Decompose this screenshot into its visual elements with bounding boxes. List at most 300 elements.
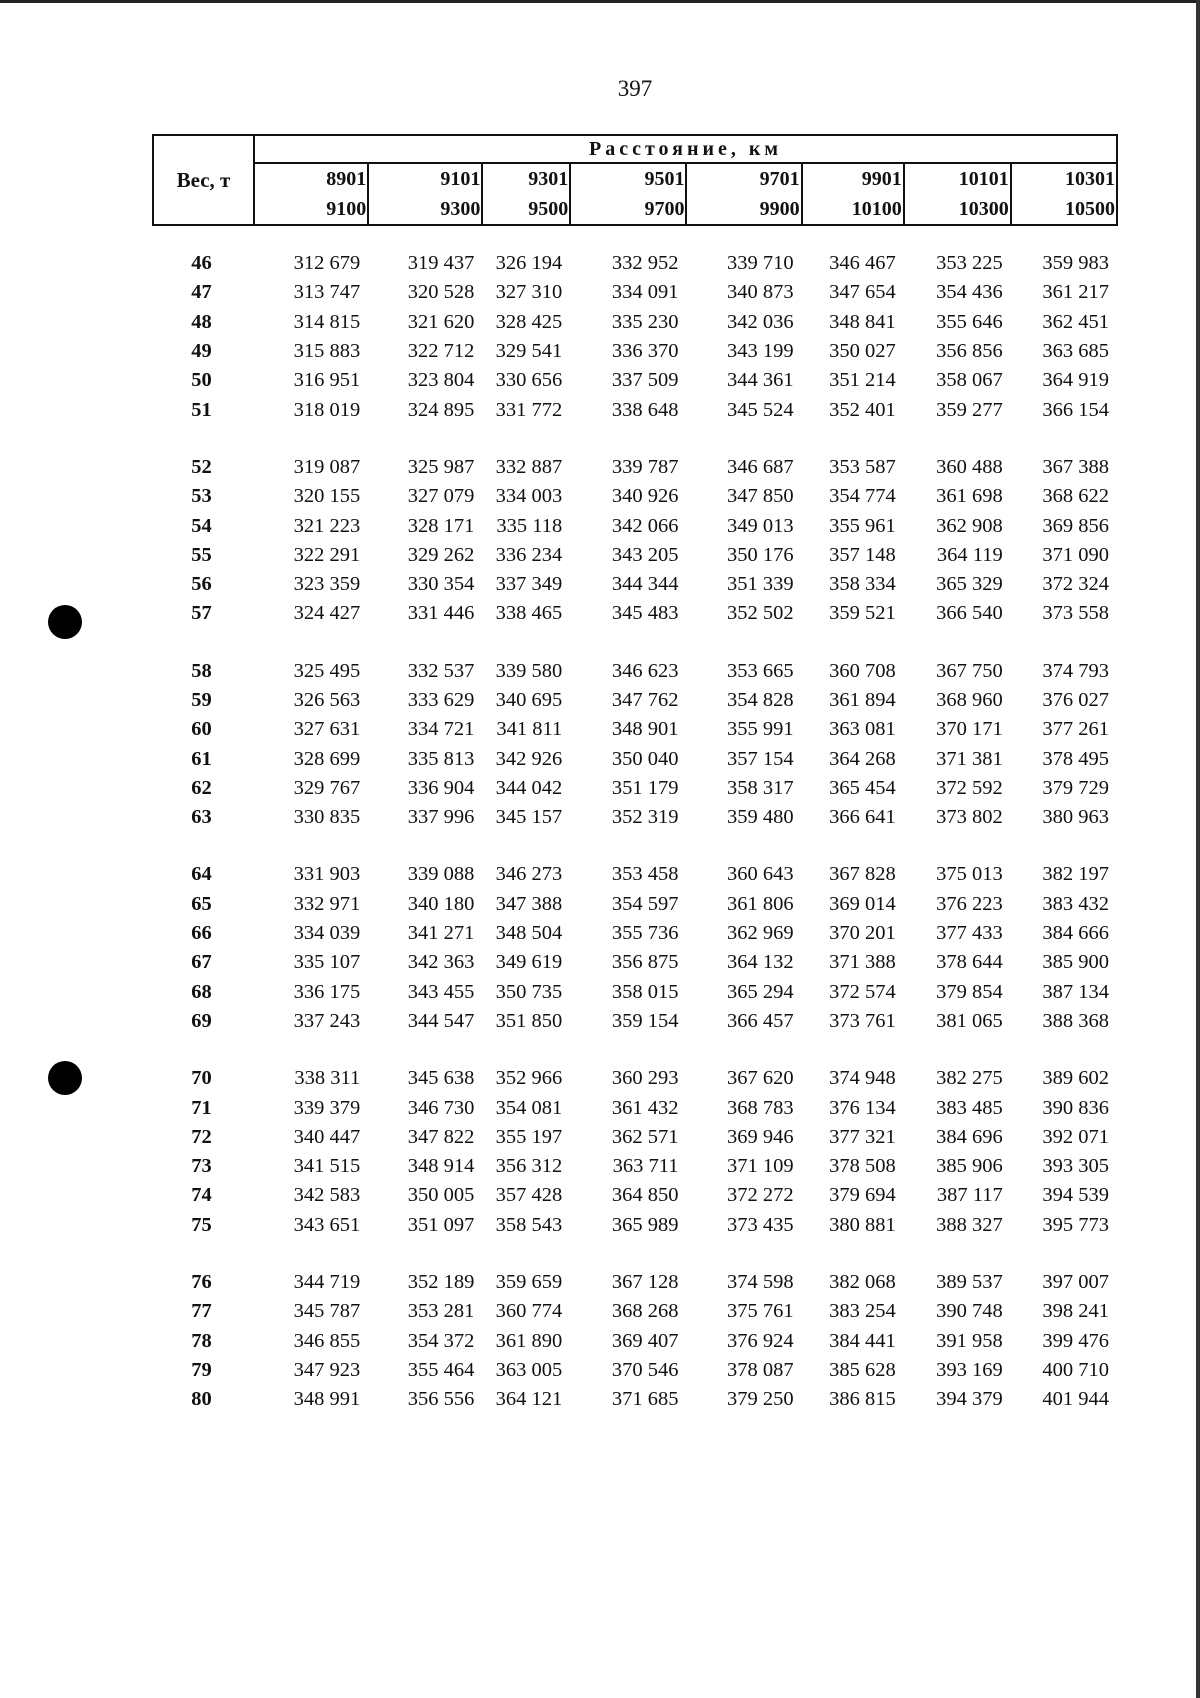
rate-cell: 371 090 [1042,543,1109,566]
weight-cell: 62 [191,776,212,799]
rate-cell: 336 234 [495,543,563,566]
rate-cell: 364 268 [829,747,896,770]
rate-cell: 351 339 [727,573,794,596]
rate-cell: 329 767 [293,776,361,799]
rate-cell: 380 963 [1042,806,1109,829]
table-row [153,1007,1117,1036]
rate-cell: 363 081 [829,718,896,741]
weight-cell: 77 [191,1300,212,1323]
rate-cell: 351 850 [495,1009,563,1032]
range-from: 9901 [861,168,902,190]
rate-cell: 382 197 [1042,863,1109,886]
distance-range-row [153,163,1117,225]
table-row [153,570,1117,599]
rate-cell: 354 436 [936,281,1003,304]
weight-cell: 72 [191,1125,212,1148]
rate-cell: 334 039 [293,922,361,945]
rate-cell: 400 710 [1042,1358,1109,1381]
rate-cell: 335 107 [293,951,361,974]
rate-cell: 343 455 [407,980,475,1003]
rate-cell: 349 013 [727,514,794,537]
rate-cell: 376 134 [829,1096,896,1119]
rate-cell: 367 388 [1042,455,1109,478]
rate-cell: 323 359 [293,573,361,596]
rate-cell: 374 598 [727,1271,794,1294]
rate-cell: 319 437 [407,252,475,275]
rate-cell: 353 281 [407,1300,475,1323]
rate-cell: 363 685 [1042,340,1109,363]
group-spacer [153,629,1117,657]
rate-cell: 383 254 [829,1300,896,1323]
rate-cell: 318 019 [293,398,361,421]
rate-cell: 361 894 [829,689,896,711]
table-row [153,337,1117,366]
rate-cell: 353 665 [727,659,794,682]
table-row [153,686,1117,715]
range-to: 9900 [759,198,800,220]
rate-cell: 381 065 [936,1009,1003,1032]
rate-cell: 338 465 [495,602,563,625]
rate-cell: 336 370 [611,340,679,363]
weight-cell: 70 [191,1067,212,1090]
rate-cell: 368 960 [936,689,1003,711]
rate-cell: 373 558 [1042,602,1109,625]
rate-cell: 364 132 [727,951,794,974]
punch-hole-lower [48,1061,82,1095]
rate-cell: 369 856 [1042,514,1109,537]
rate-cell: 387 134 [1042,980,1109,1003]
rate-cell: 389 537 [936,1271,1003,1294]
weight-cell: 59 [191,689,212,711]
rate-cell: 365 989 [611,1213,679,1236]
rate-cell: 352 401 [829,398,896,421]
rate-cell: 366 641 [829,806,896,829]
rate-cell: 344 361 [727,369,794,392]
rate-cell: 351 097 [407,1213,475,1236]
rate-cell: 385 900 [1042,951,1109,974]
table-row [153,599,1117,628]
weight-cell: 71 [191,1096,212,1119]
rate-cell: 384 696 [936,1125,1003,1148]
rate-cell: 378 087 [727,1358,794,1381]
weight-cell: 69 [191,1009,212,1032]
rate-cell: 379 854 [936,980,1003,1003]
table-row [153,395,1117,424]
rate-cell: 340 926 [611,485,679,508]
rate-cell: 384 441 [829,1329,896,1352]
page-number: 397 [617,76,653,101]
rate-cell: 368 268 [611,1300,679,1323]
rate-cell: 374 793 [1042,659,1109,682]
rate-cell: 366 540 [936,602,1003,625]
rate-cell: 364 121 [495,1388,563,1411]
rate-cell: 382 068 [829,1271,896,1294]
table-row [153,541,1117,570]
table-row [153,1385,1117,1414]
rate-cell: 312 679 [293,252,361,275]
rate-cell: 397 007 [1042,1271,1109,1294]
rate-cell: 346 855 [293,1329,361,1352]
rate-cell: 337 243 [293,1009,361,1032]
table-row [153,860,1117,889]
rate-cell: 329 262 [407,543,475,566]
rate-cell: 372 272 [727,1184,794,1207]
rate-cell: 316 951 [293,369,361,392]
rate-cell: 385 906 [936,1155,1003,1178]
rate-cell: 383 432 [1042,892,1109,915]
rate-cell: 378 644 [936,951,1003,974]
rate-cell: 337 996 [407,806,475,829]
rate-cell: 325 495 [293,659,361,682]
rate-cell: 341 271 [407,922,475,945]
weight-cell: 63 [191,806,212,829]
rate-cell: 321 620 [407,310,475,333]
weight-cell: 64 [191,863,212,886]
rate-cell: 329 541 [495,340,563,363]
rate-cell: 401 944 [1042,1388,1109,1411]
rate-cell: 368 622 [1042,485,1109,508]
rate-cell: 356 556 [407,1388,475,1411]
rate-cell: 371 381 [936,747,1003,770]
rate-cell: 328 425 [495,310,563,333]
table-row [153,1211,1117,1240]
rate-cell: 345 157 [495,806,563,829]
table-row [153,803,1117,832]
table-body [153,225,1117,1414]
rate-cell: 358 334 [829,573,896,596]
rate-cell: 332 971 [293,892,361,915]
rate-cell: 356 312 [495,1155,563,1178]
rate-cell: 378 495 [1042,747,1109,770]
rate-cell: 376 223 [936,892,1003,915]
rate-cell: 344 042 [495,776,563,799]
rate-cell: 345 524 [727,398,794,421]
rate-cell: 348 914 [407,1155,475,1178]
distance-range-header [254,163,368,225]
rate-cell: 362 451 [1042,310,1109,333]
rate-cell: 322 291 [293,543,361,566]
rate-cell: 342 363 [407,951,475,974]
rate-cell: 345 638 [407,1067,475,1090]
weight-cell: 66 [191,922,212,945]
rate-cell: 354 774 [829,485,896,508]
group-spacer [153,832,1117,860]
rate-cell: 358 317 [727,776,794,799]
table-row [153,366,1117,395]
range-to: 9100 [326,198,367,220]
rate-cell: 346 273 [495,863,563,886]
table-row [153,1356,1117,1385]
rate-cell: 373 435 [727,1213,794,1236]
rate-cell: 348 504 [495,922,563,945]
rate-cell: 359 480 [727,806,794,829]
table-row [153,919,1117,948]
rate-cell: 385 628 [829,1358,896,1381]
rate-cell: 373 802 [936,806,1003,829]
rate-cell: 334 721 [407,718,475,741]
distance-range-header [802,163,904,225]
rate-cell: 398 241 [1042,1300,1109,1323]
rate-cell: 332 537 [407,659,475,682]
table-row [153,511,1117,540]
rate-cell: 355 464 [407,1358,475,1381]
rate-cell: 371 388 [829,951,896,974]
rate-cell: 339 580 [495,659,563,682]
rate-cell: 361 890 [495,1329,563,1352]
rate-cell: 354 597 [611,892,679,915]
weight-cell: 51 [191,398,212,421]
range-from: 9101 [440,168,481,190]
rate-cell: 337 509 [611,369,679,392]
rate-cell: 347 654 [829,281,896,304]
rate-cell: 370 546 [611,1358,679,1381]
rate-cell: 347 923 [293,1358,361,1381]
table-row [153,744,1117,773]
rate-cell: 320 155 [293,485,361,508]
table-row [153,1093,1117,1122]
rate-cell: 359 659 [495,1271,563,1294]
rate-cell: 367 828 [829,863,896,886]
weight-cell: 55 [191,543,212,566]
rate-cell: 354 081 [495,1096,563,1119]
rate-cell: 358 067 [936,369,1003,392]
rate-cell: 352 966 [495,1067,563,1090]
rate-cell: 370 201 [829,922,896,945]
rate-cell: 358 543 [495,1213,563,1236]
rate-cell: 336 175 [293,980,361,1003]
rate-cell: 326 194 [495,252,563,275]
table-row [153,1181,1117,1210]
rate-cell: 365 454 [829,776,896,799]
rate-cell: 362 571 [611,1125,679,1148]
rate-cell: 369 407 [611,1329,679,1352]
rate-cell: 382 275 [936,1067,1003,1090]
rate-table [152,134,1118,1414]
rate-cell: 347 388 [495,892,563,915]
weight-cell: 76 [191,1271,212,1294]
rate-cell: 339 787 [611,455,679,478]
group-spacer [153,425,1117,453]
rate-cell: 387 117 [936,1184,1003,1207]
weight-cell: 56 [191,573,212,596]
rate-cell: 366 457 [727,1009,794,1032]
rate-cell: 339 088 [407,863,475,886]
rate-cell: 327 079 [407,485,475,508]
rate-cell: 332 952 [611,252,679,275]
rate-cell: 350 005 [407,1184,475,1207]
table-row [153,1268,1117,1297]
scan-edge-top [0,0,1200,3]
rate-cell: 357 154 [727,747,794,770]
rate-cell: 375 761 [727,1300,794,1323]
rate-cell: 377 433 [936,922,1003,945]
rate-cell: 367 128 [611,1271,679,1294]
weight-cell: 48 [191,310,212,333]
group-spacer [153,225,1117,249]
rate-cell: 324 427 [293,602,361,625]
distance-range-header [570,163,686,225]
rate-cell: 364 850 [611,1184,679,1207]
table-row [153,890,1117,919]
table-header [153,135,1117,225]
rate-cell: 379 250 [727,1388,794,1411]
rate-cell: 360 293 [611,1067,679,1090]
weight-cell: 73 [191,1155,212,1178]
weight-cell: 52 [191,455,212,478]
rate-cell: 335 813 [407,747,475,770]
rate-cell: 388 368 [1042,1009,1109,1032]
rate-cell: 330 656 [495,369,563,392]
range-from: 10101 [958,168,1009,190]
rate-cell: 350 176 [727,543,794,566]
scan-edge-right [1196,0,1200,1698]
rate-cell: 366 154 [1042,398,1109,421]
rate-cell: 336 904 [407,776,475,799]
weight-cell: 57 [191,602,212,625]
rate-cell: 399 476 [1042,1329,1109,1352]
range-from: 9301 [528,168,569,190]
rate-cell: 352 189 [407,1271,475,1294]
rate-cell: 350 027 [829,340,896,363]
weight-cell: 53 [191,485,212,508]
rate-cell: 355 961 [829,514,896,537]
range-to: 9300 [440,198,481,220]
rate-cell: 335 230 [611,310,679,333]
rate-cell: 361 698 [936,485,1003,508]
rate-cell: 348 991 [293,1388,361,1411]
rate-cell: 388 327 [936,1213,1003,1236]
rate-cell: 331 772 [495,398,563,421]
rate-cell: 348 841 [829,310,896,333]
rate-cell: 353 458 [611,863,679,886]
range-to: 10500 [1065,198,1115,220]
rate-cell: 324 895 [407,398,475,421]
rate-cell: 363 711 [612,1155,679,1178]
rate-cell: 393 169 [936,1358,1003,1381]
rate-cell: 348 901 [611,718,679,741]
rate-cell: 342 066 [611,514,679,537]
rate-cell: 334 091 [611,281,679,304]
rate-cell: 337 349 [495,573,563,596]
rate-cell: 347 850 [727,485,794,508]
rate-cell: 361 432 [611,1096,679,1119]
rate-cell: 379 694 [829,1184,896,1207]
rate-cell: 347 822 [407,1125,475,1148]
rate-cell: 339 379 [293,1096,361,1119]
range-from: 8901 [326,168,367,190]
rate-cell: 322 712 [407,340,475,363]
table-row [153,948,1117,977]
rate-cell: 341 811 [496,718,563,741]
table-row [153,1123,1117,1152]
rate-cell: 342 583 [293,1184,361,1207]
rate-cell: 372 592 [936,776,1003,799]
rate-cell: 355 736 [611,922,679,945]
rate-cell: 360 643 [727,863,794,886]
weight-cell: 61 [191,747,212,770]
rate-cell: 325 987 [407,455,475,478]
rate-cell: 390 836 [1042,1096,1109,1119]
rate-cell: 330 354 [407,573,475,596]
distance-range-header [904,163,1011,225]
group-spacer [153,1036,1117,1064]
rate-cell: 375 013 [936,863,1003,886]
rate-cell: 328 699 [293,747,361,770]
weight-cell: 67 [191,951,212,974]
rate-cell: 339 710 [727,252,794,275]
weight-column-header: Вес, т [153,135,254,225]
rate-cell: 346 687 [727,455,794,478]
rate-cell: 345 483 [611,602,679,625]
rate-cell: 362 969 [727,922,794,945]
rate-cell: 389 602 [1042,1067,1109,1090]
weight-cell: 47 [191,281,212,304]
rate-cell: 367 620 [727,1067,794,1090]
rate-cell: 369 014 [829,892,896,915]
distance-range-header [1011,163,1117,225]
rate-cell: 342 926 [495,747,563,770]
table-row [153,774,1117,803]
rate-cell: 343 205 [611,543,679,566]
range-to: 10100 [851,198,902,220]
weight-cell: 60 [191,718,212,741]
rate-cell: 346 467 [829,252,896,275]
distance-header: Расстояние, км [254,135,1117,163]
rate-cell: 355 646 [936,310,1003,333]
rate-cell: 358 015 [611,980,679,1003]
range-to: 10300 [958,198,1009,220]
rate-cell: 320 528 [407,281,475,304]
weight-cell: 78 [191,1329,212,1352]
rate-cell: 328 171 [407,514,475,537]
rate-cell: 360 488 [936,455,1003,478]
rate-cell: 365 294 [727,980,794,1003]
rate-cell: 346 730 [407,1096,475,1119]
rate-cell: 361 806 [727,892,794,915]
rate-cell: 371 685 [611,1388,679,1411]
table-row [153,453,1117,482]
rate-cell: 344 719 [293,1271,361,1294]
rate-cell: 374 948 [829,1067,896,1090]
rate-cell: 340 873 [727,281,794,304]
rate-cell: 377 261 [1042,718,1109,741]
rate-cell: 344 547 [407,1009,475,1032]
rate-cell: 361 217 [1042,281,1109,304]
rate-cell: 360 774 [495,1300,563,1323]
distance-range-header [368,163,482,225]
rate-cell: 350 040 [611,747,679,770]
rate-cell: 338 648 [611,398,679,421]
rate-cell: 380 881 [829,1213,896,1236]
rate-cell: 314 815 [293,310,361,333]
rate-cell: 332 887 [495,455,563,478]
rate-cell: 330 835 [293,806,361,829]
rate-cell: 331 903 [293,863,361,886]
rate-cell: 356 856 [936,340,1003,363]
rate-cell: 393 305 [1042,1155,1109,1178]
rate-cell: 359 277 [936,398,1003,421]
range-from: 10301 [1065,168,1115,190]
rate-cell: 327 631 [293,718,361,741]
rate-cell: 343 651 [293,1213,361,1236]
weight-cell: 49 [191,340,212,363]
rate-cell: 355 197 [495,1125,563,1148]
table-row [153,1064,1117,1093]
rate-cell: 376 924 [727,1329,794,1352]
table-row [153,482,1117,511]
rate-cell: 326 563 [293,689,361,711]
rate-cell: 342 036 [727,310,794,333]
